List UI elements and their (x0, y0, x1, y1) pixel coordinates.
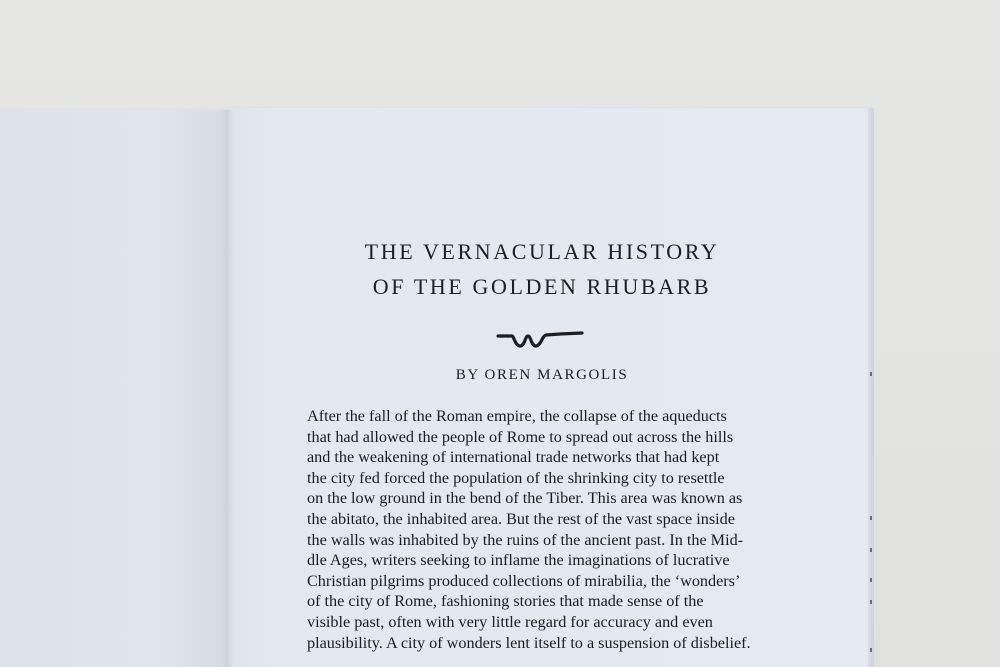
body-text-line: Christian pilgrims produced collections of mirabilia, the ‘wonders’ (307, 571, 741, 590)
edge-mark (870, 548, 872, 552)
edge-mark (870, 372, 872, 376)
body-text-line: and the weakening of international trade networks that had kept (307, 448, 720, 467)
author-byline: BY OREN MARGOLIS (455, 367, 629, 383)
edge-mark (870, 516, 872, 520)
body-text-line: plausibility. A city of wonders lent itself to a suspension of disbelief. (307, 633, 751, 652)
book-gutter (222, 110, 234, 667)
edge-mark (870, 578, 872, 582)
body-text-line: the abitato, the inhabited area. But the rest of the vast space inside (307, 509, 735, 528)
body-text-line: visible past, often with very little regard for accuracy and even (307, 612, 713, 631)
body-text-line: After the fall of the Roman empire, the collapse of the aqueducts (307, 407, 727, 425)
edge-mark (870, 600, 872, 604)
body-text-line: the city fed forced the population of the shrinking city to resettle (307, 468, 725, 487)
article-title-line-1: THE VERNACULAR HISTORY (364, 239, 720, 264)
body-text-line: on the low ground in the bend of the Tiber. This area was known as (307, 489, 743, 508)
body-text-line: of the city of Rome, fashioning stories that made sense of the (307, 592, 704, 611)
left-page (0, 110, 228, 667)
body-text-line: that had allowed the people of Rome to spread out across the hills (307, 427, 734, 446)
article-body (307, 406, 787, 653)
page-edge (868, 108, 874, 667)
body-text-line: the walls was inhabited by the ruins of the ancient past. In the Mid- (307, 530, 744, 549)
article-title-line-2: OF THE GOLDEN RHUBARB (372, 274, 712, 299)
rhubarb-flourish-ornament-icon (494, 326, 586, 352)
body-text-line: dle Ages, writers seeking to inflame the imaginations of lucrative (307, 551, 730, 570)
edge-mark (870, 648, 872, 652)
